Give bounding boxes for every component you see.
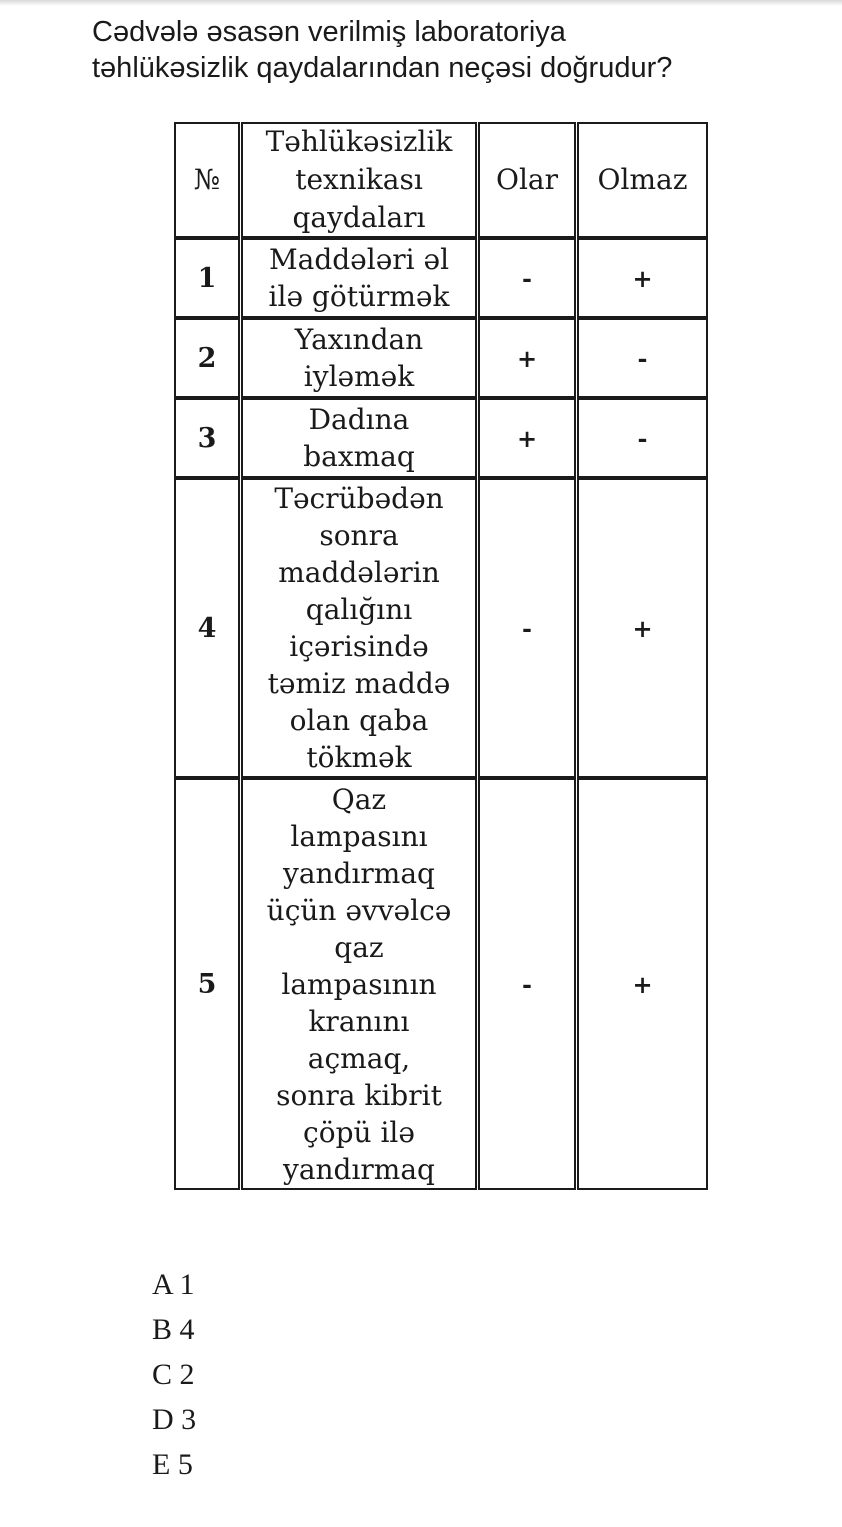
- row-5-number: [174, 778, 240, 1190]
- question-line-1: Cədvələ əsasən verilmiş laboratoriya: [92, 16, 566, 48]
- answer-option-e[interactable]: E 5: [152, 1448, 193, 1481]
- header-allowed-label: Olar: [496, 163, 558, 196]
- row-3-forbidden: [577, 398, 708, 478]
- row-2-number: [174, 318, 240, 398]
- row-number-text: 1: [197, 262, 217, 294]
- answer-options: [152, 1262, 196, 1487]
- row-4-forbidden: [577, 478, 708, 778]
- allowed-mark: +: [516, 423, 538, 453]
- row-number-text: 3: [197, 422, 217, 454]
- answer-option-d[interactable]: D 3: [152, 1403, 197, 1436]
- row-5-allowed: [478, 778, 576, 1190]
- row-number-text: 2: [197, 342, 217, 374]
- row-4-rule: [241, 478, 477, 778]
- forbidden-mark: +: [632, 263, 653, 293]
- forbidden-mark: -: [637, 343, 648, 373]
- row-2-allowed: [478, 318, 576, 398]
- row-3-number: [174, 398, 240, 478]
- rule-text: Qaz lampasını yandırmaq üçün əvvəlcə qaz lampasının kranını açmaq, sonra kibrit çöpü ilə yandırmaq: [266, 782, 452, 1186]
- answer-option-a[interactable]: A 1: [152, 1268, 195, 1301]
- rule-text: Təcrübədən sonra maddələrin qalığını içərisində təmiz maddə olan qaba tökmək: [267, 482, 451, 774]
- allowed-mark: -: [522, 613, 532, 643]
- header-rule-label: Təhlükəsizlik texnikası qaydaları: [265, 125, 453, 234]
- forbidden-mark: +: [632, 613, 653, 643]
- row-1-rule: [241, 238, 477, 318]
- header-forbidden: [577, 122, 708, 238]
- row-3-allowed: [478, 398, 576, 478]
- row-4-number: [174, 478, 240, 778]
- header-number: [174, 122, 240, 238]
- row-1-forbidden: [577, 238, 708, 318]
- safety-rules-table: [174, 122, 708, 1190]
- rule-text: Maddələri əl ilə götürmək: [268, 243, 450, 313]
- header-number-label: №: [193, 163, 221, 196]
- header-allowed: [478, 122, 576, 238]
- header-forbidden-label: Olmaz: [597, 163, 688, 196]
- answer-option-c[interactable]: C 2: [152, 1358, 195, 1391]
- allowed-mark: -: [522, 263, 532, 293]
- header-rule: [241, 122, 477, 238]
- forbidden-mark: +: [632, 969, 653, 999]
- row-4-allowed: [478, 478, 576, 778]
- forbidden-mark: -: [637, 423, 648, 453]
- allowed-mark: -: [522, 969, 532, 999]
- rule-text: Yaxından iyləmək: [294, 323, 424, 393]
- row-1-number: [174, 238, 240, 318]
- row-number-text: 4: [197, 612, 217, 644]
- top-edge-strip: [0, 0, 842, 6]
- row-number-text: 5: [197, 968, 217, 1000]
- row-5-rule: [241, 778, 477, 1190]
- rule-text: Dadına baxmaq: [303, 403, 415, 473]
- row-5-forbidden: [577, 778, 708, 1190]
- answer-option-b[interactable]: B 4: [152, 1313, 195, 1346]
- row-2-rule: [241, 318, 477, 398]
- allowed-mark: +: [516, 343, 538, 373]
- row-3-rule: [241, 398, 477, 478]
- question-line-2: təhlükəsizlik qaydalarından neçəsi doğrudur?: [92, 52, 673, 84]
- row-2-forbidden: [577, 318, 708, 398]
- question-text: [92, 14, 812, 86]
- row-1-allowed: [478, 238, 576, 318]
